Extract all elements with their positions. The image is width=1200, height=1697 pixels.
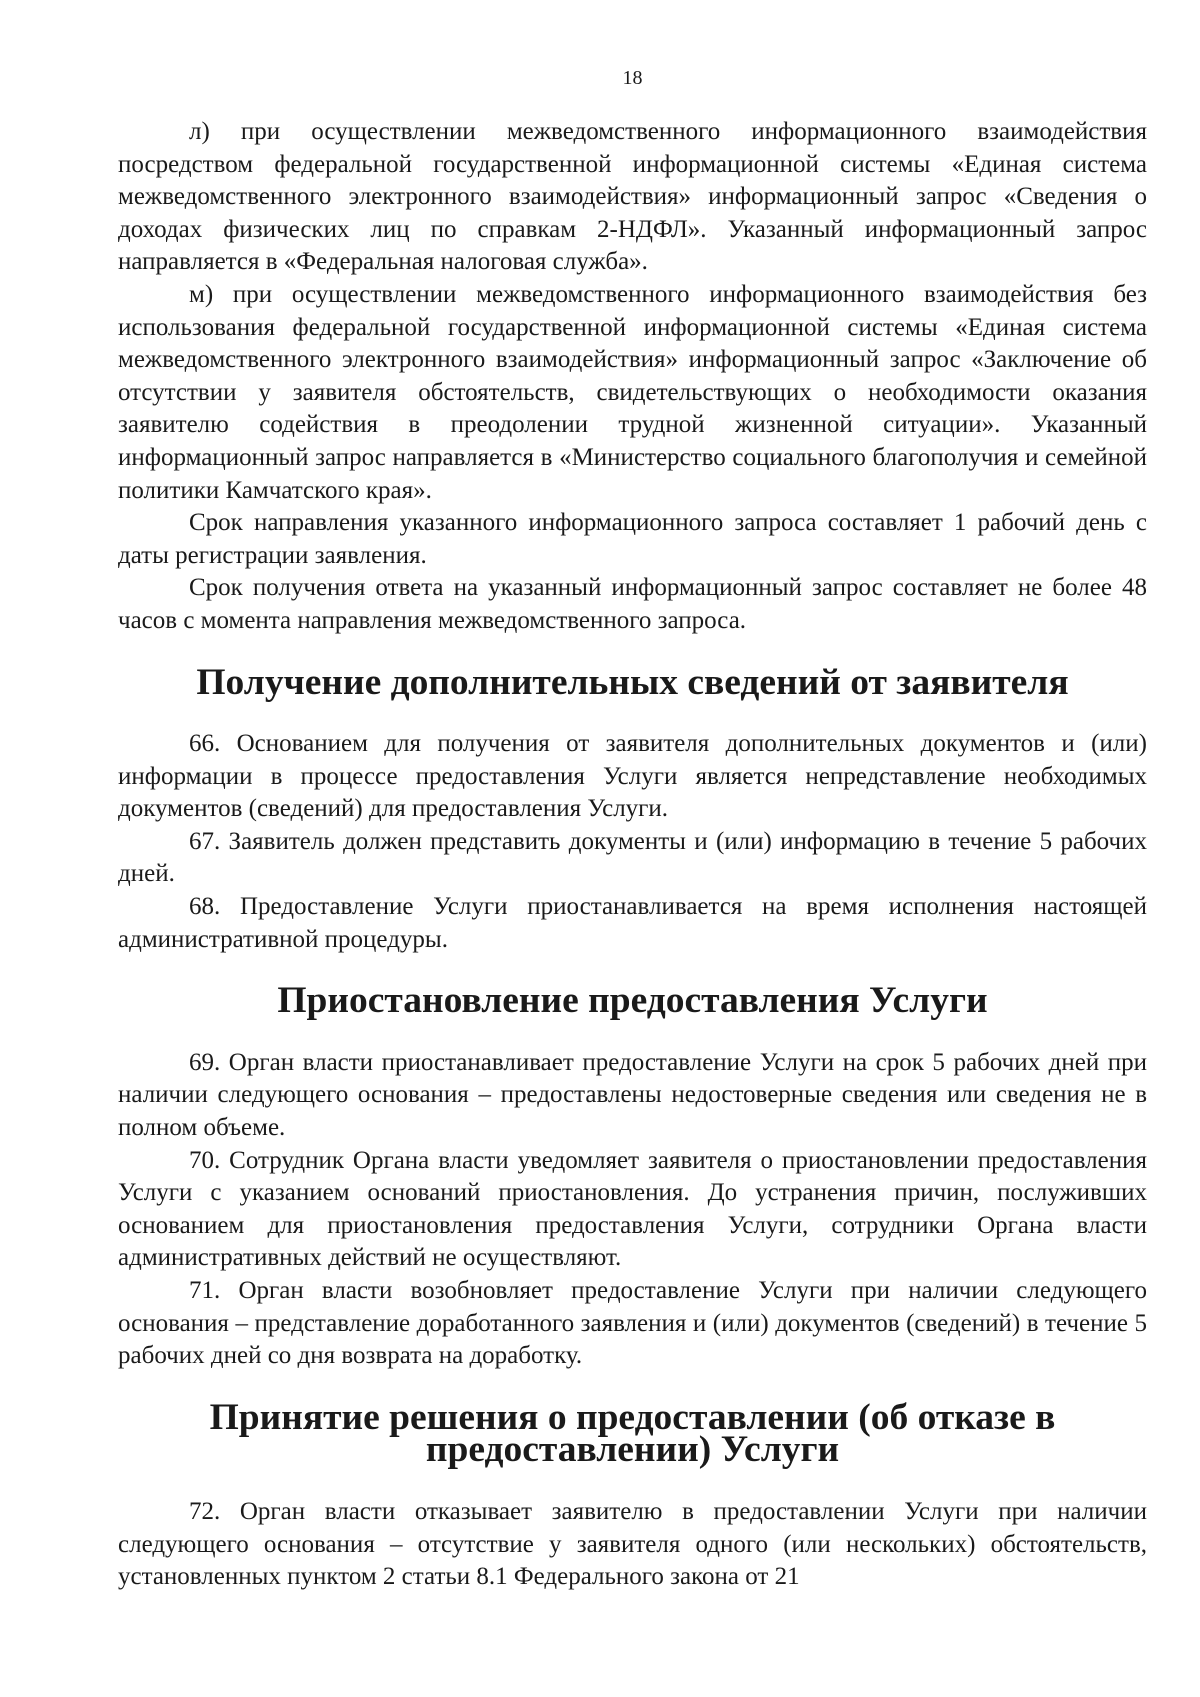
paragraph-71: 71. Орган власти возобновляет предоставление Услуги при наличии следующего основания – представление доработанного заявления и (или) документов (сведений) в течение 5 рабочих дней со дня возврата на доработку. [118, 1277, 1147, 1370]
paragraph-request-reply-term: Срок получения ответа на указанный информационный запрос составляет не более 48 часов с момента направления межведомственного запроса. [118, 574, 1147, 634]
paragraph-request-send-term: Срок направления указанного информационного запроса составляет 1 рабочий день с даты регистрации заявления. [118, 509, 1147, 569]
heading-decision: Принятие решения о предоставлении (об отказе в предоставлении) Услуги [209, 1396, 1056, 1471]
paragraph-67: 67. Заявитель должен представить документы и (или) информацию в течение 5 рабочих дней. [118, 827, 1147, 888]
paragraph-69: 69. Орган власти приостанавливает предоставление Услуги на срок 5 рабочих дней при наличии следующего основания – предоставлены недостоверные сведения или сведения не в полном объеме. [118, 1048, 1147, 1142]
heading-suspension: Приостановление предоставления Услуги [277, 980, 988, 1022]
page-number: 18 [622, 67, 643, 89]
paragraph-70: 70. Сотрудник Органа власти уведомляет заявителя о приостановлении предоставления Услуги с указанием оснований приостановления. До устранения причин, послуживших основанием для приостановления предоставления Услуги, сотрудники Органа власти административных действий не осуществляют. [118, 1146, 1147, 1272]
heading-additional-info: Получение дополнительных сведений от заявителя [196, 661, 1069, 703]
paragraph-68: 68. Предоставление Услуги приостанавливается на время исполнения настоящей административной процедуры. [118, 893, 1147, 953]
paragraph-m: м) при осуществлении межведомственного информационного взаимодействия без использования федеральной государственной информационной системы «Единая система межведомственного электронного взаимодействия» информационный запрос «Заключение об отсутствии у заявителя обстоятельств, свидетельствующих о необходимости оказания заявителю содействия в преодолении трудной жизненной ситуации». Указанный информационный запрос направляется в «Министерство социального благополучия и семейной политики Камчатского края». [118, 280, 1147, 504]
paragraph-l: л) при осуществлении межведомственного информационного взаимодействия посредством федеральной государственной информационной системы «Единая система межведомственного электронного взаимодействия» информационный запрос «Сведения о доходах физических лиц по справкам 2-НДФЛ». Указанный информационный запрос направляется в «Федеральная налоговая служба». [118, 118, 1147, 276]
paragraph-72: 72. Орган власти отказывает заявителю в предоставлении Услуги при наличии следующего основания – отсутствие у заявителя одного (или нескольких) обстоятельств, установленных пунктом 2 статьи 8.1 Федерального закона от 21 [118, 1497, 1147, 1591]
paragraph-66: 66. Основанием для получения от заявителя дополнительных документов и (или) информации в процессе предоставления Услуги является непредставление необходимых документов (сведений) для предоставления Услуги. [118, 730, 1147, 823]
